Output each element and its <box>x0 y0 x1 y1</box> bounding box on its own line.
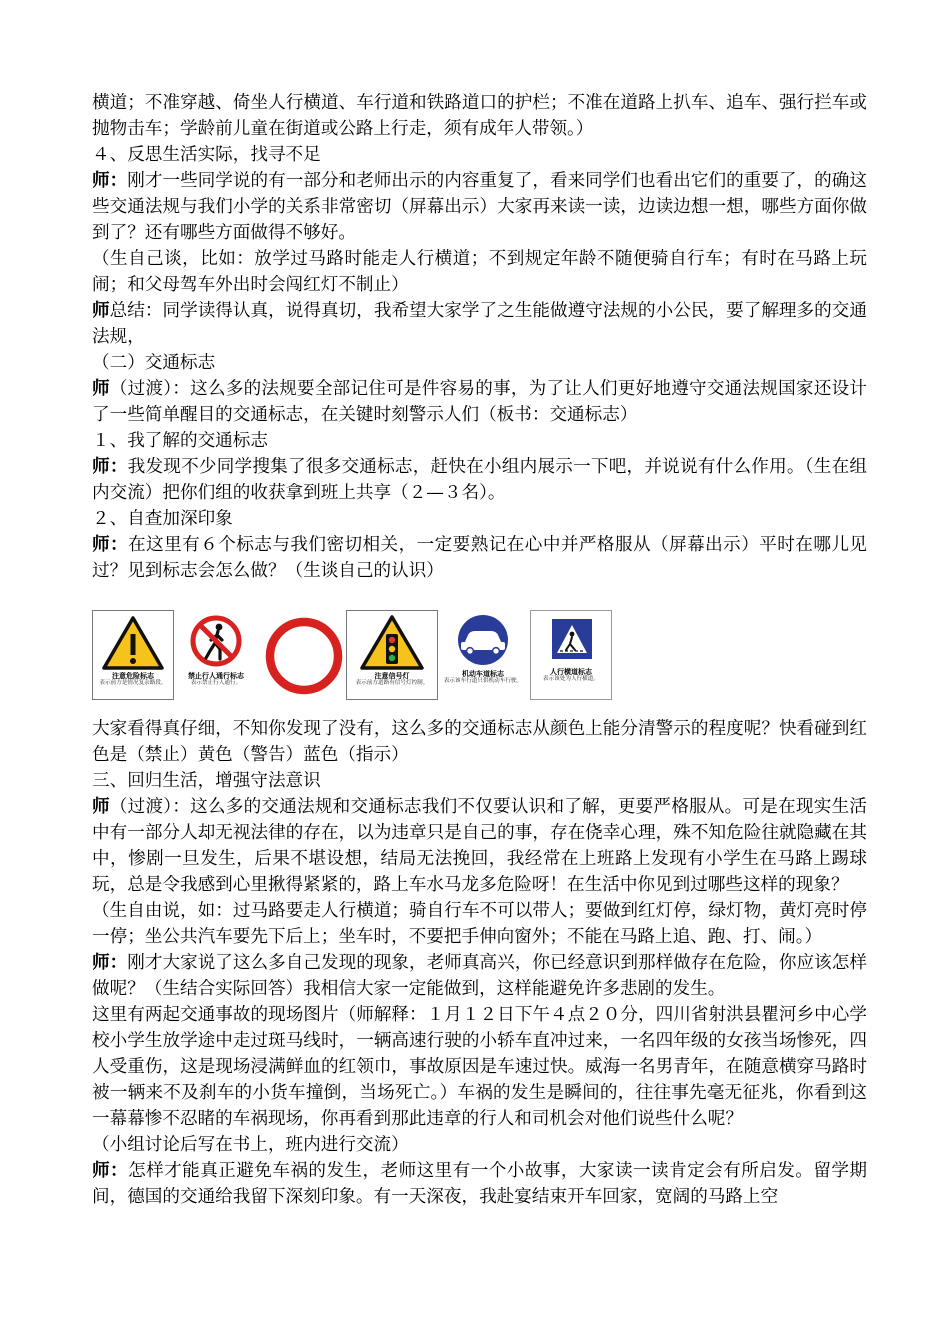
paragraph: 师：在这里有６个标志与我们密切相关，一定要熟记在心中并严格服从（屏幕出示）平时在哪儿见过？见到标志会怎么做？（生谈自己的认识） <box>92 534 867 581</box>
paragraph: （小组讨论后写在书上，班内进行交流） <box>92 1135 409 1155</box>
paragraph: （生自己谈，比如：放学过马路时能走人行横道；不到规定年龄不随便骑自行车；有时在马路上玩闹；和父母驾车外出时会闯红灯不制止） <box>92 249 867 295</box>
section-heading: （二）交通标志 <box>92 353 216 373</box>
no-pedestrians-icon <box>176 610 256 700</box>
speaker-label: 师： <box>92 1160 129 1181</box>
sign-title: 机动车道标志 <box>462 670 504 678</box>
sign-desc: 表示该车行道只供机动车行驶。 <box>443 678 523 685</box>
speaker-label: 师： <box>92 170 128 191</box>
paragraph: （生自由说，如：过马路要走人行横道；骑自行车不可以带人；要做到红灯停，绿灯物，黄灯亮时停一停；坐公共汽车要先下后上；坐车时，不要把手伸向窗外；不能在马路上追、跑、打、闹。） <box>92 901 867 947</box>
sign-desc: 表示前方是情况复杂路段。 <box>99 680 167 687</box>
speaker-label: 师： <box>92 534 129 555</box>
section-heading: 三、回归生活，增强守法意识 <box>92 771 321 791</box>
traffic-light-warning-icon <box>346 610 438 700</box>
sign-desc: 表示禁止行人通行。 <box>190 680 242 687</box>
no-vehicles-icon <box>262 610 346 700</box>
motor-vehicle-lane-icon <box>440 610 526 700</box>
speaker-label: 师 <box>92 378 110 399</box>
warning-exclamation-icon <box>92 610 174 700</box>
paragraph: 这里有两起交通事故的现场图片（师解释：１月１２日下午４点２０分，四川省射洪县瞿河乡中心学校小学生放学途中走过斑马线时，一辆高速行驶的小轿车直冲过来，一名四年级的女孩当场惨死，四人受重伤，这是现场浸满鲜血的红领巾，事故原因是车速过快。威海一名男青年，在随意横穿马路时被一辆来不及刹车的小货车撞倒，当场死亡。）车祸的发生是瞬间的，往往事先毫无征兆，你看到这一幕幕惨不忍睹的车祸现场，你再看到那此违章的行人和司机会对他们说些什么呢？ <box>92 1005 867 1129</box>
pedestrian-crossing-icon <box>530 610 612 700</box>
traffic-signs-figure <box>92 610 867 710</box>
speaker-label: 师 <box>92 300 110 321</box>
paragraph: 师（过渡）：这么多的交通法规和交通标志我们不仅要认识和了解，更要严格服从。可是在现实生活中有一部分人却无视法律的存在，以为违章只是自己的事，存在侥幸心理，殊不知危险往就隐藏在其中，惨剧一旦发生，后果不堪设想，结局无法挽回，我经常在上班路上发现有小学生在马路上踢球玩，总是令我感到心里揪得紧紧的，路上车水马龙多危险呀！在生活中你见到过哪些这样的现象？ <box>92 796 867 895</box>
document-page <box>92 90 867 1210</box>
sign-danger-warning <box>92 610 174 700</box>
paragraph-group-bottom <box>92 716 867 1210</box>
paragraph-group-top <box>92 90 867 584</box>
sign-title: 禁止行人通行标志 <box>188 672 244 680</box>
sign-desc: 表示前方道路有信号灯控制。 <box>355 680 429 687</box>
speaker-label: 师： <box>92 456 128 477</box>
sign-motor-vehicle-lane <box>440 610 526 700</box>
speaker-label: 师： <box>92 952 128 973</box>
speaker-label: 师 <box>92 796 110 817</box>
sign-title: 人行横道标志 <box>550 668 592 676</box>
paragraph: 师：刚才大家说了这么多自己发现的现象，老师真高兴，你已经意识到那样做存在危险，你应该怎样做呢？（生结合实际回答）我相信大家一定能做到，这样能避免许多悲剧的发生。 <box>92 952 867 999</box>
paragraph: 师：怎样才能真正避免车祸的发生，老师这里有一个小故事，大家读一读肯定会有所启发。留学期间，德国的交通给我留下深刻印象。有一天深夜，我赴宴结束开车回家，宽阔的马路上空 <box>92 1160 867 1207</box>
paragraph: 师：刚才一些同学说的有一部分和老师出示的内容重复了，看来同学们也看出它们的重要了，的确这些交通法规与我们小学的关系非常密切（屏幕出示）大家再来读一读，边读边想一想，哪些方面你做到了？还有哪些方面做得不够好。 <box>92 170 867 243</box>
section-heading: ４、反思生活实际，找寻不足 <box>92 145 321 165</box>
section-heading: ２、自查加深印象 <box>92 509 233 529</box>
sign-pedestrian-crossing <box>530 610 612 700</box>
paragraph: 横道；不准穿越、倚坐人行横道、车行道和铁路道口的护栏；不准在道路上扒车、追车、强行拦车或抛物击车；学龄前儿童在街道或公路上行走，须有成年人带领。） <box>92 93 867 139</box>
paragraph: 大家看得真仔细，不知你发现了没有，这么多的交通标志从颜色上能分清警示的程度呢？快看碰到红色是（禁止）黄色（警告）蓝色（指示） <box>92 719 867 765</box>
section-heading: １、我了解的交通标志 <box>92 431 268 451</box>
paragraph: 师：我发现不少同学搜集了很多交通标志，赶快在小组内展示一下吧，并说说有什么作用。（生在组内交流）把你们组的收获拿到班上共享（２—３名）。 <box>92 456 867 503</box>
sign-traffic-light <box>346 610 438 700</box>
sign-title: 注意信号灯 <box>374 672 410 680</box>
sign-desc: 表示该处为人行横道。 <box>543 676 599 683</box>
sign-title: 注意危险标志 <box>112 672 154 680</box>
sign-no-vehicles <box>262 610 346 700</box>
paragraph: 师（过渡）：这么多的法规要全部记住可是件容易的事，为了让人们更好地遵守交通法规国家还设计了一些简单醒目的交通标志，在关键时刻警示人们（板书：交通标志） <box>92 378 867 425</box>
sign-no-pedestrians <box>176 610 256 700</box>
paragraph: 师总结：同学读得认真，说得真切，我希望大家学了之生能做遵守法规的小公民，要了解理多的交通法规， <box>92 300 867 347</box>
